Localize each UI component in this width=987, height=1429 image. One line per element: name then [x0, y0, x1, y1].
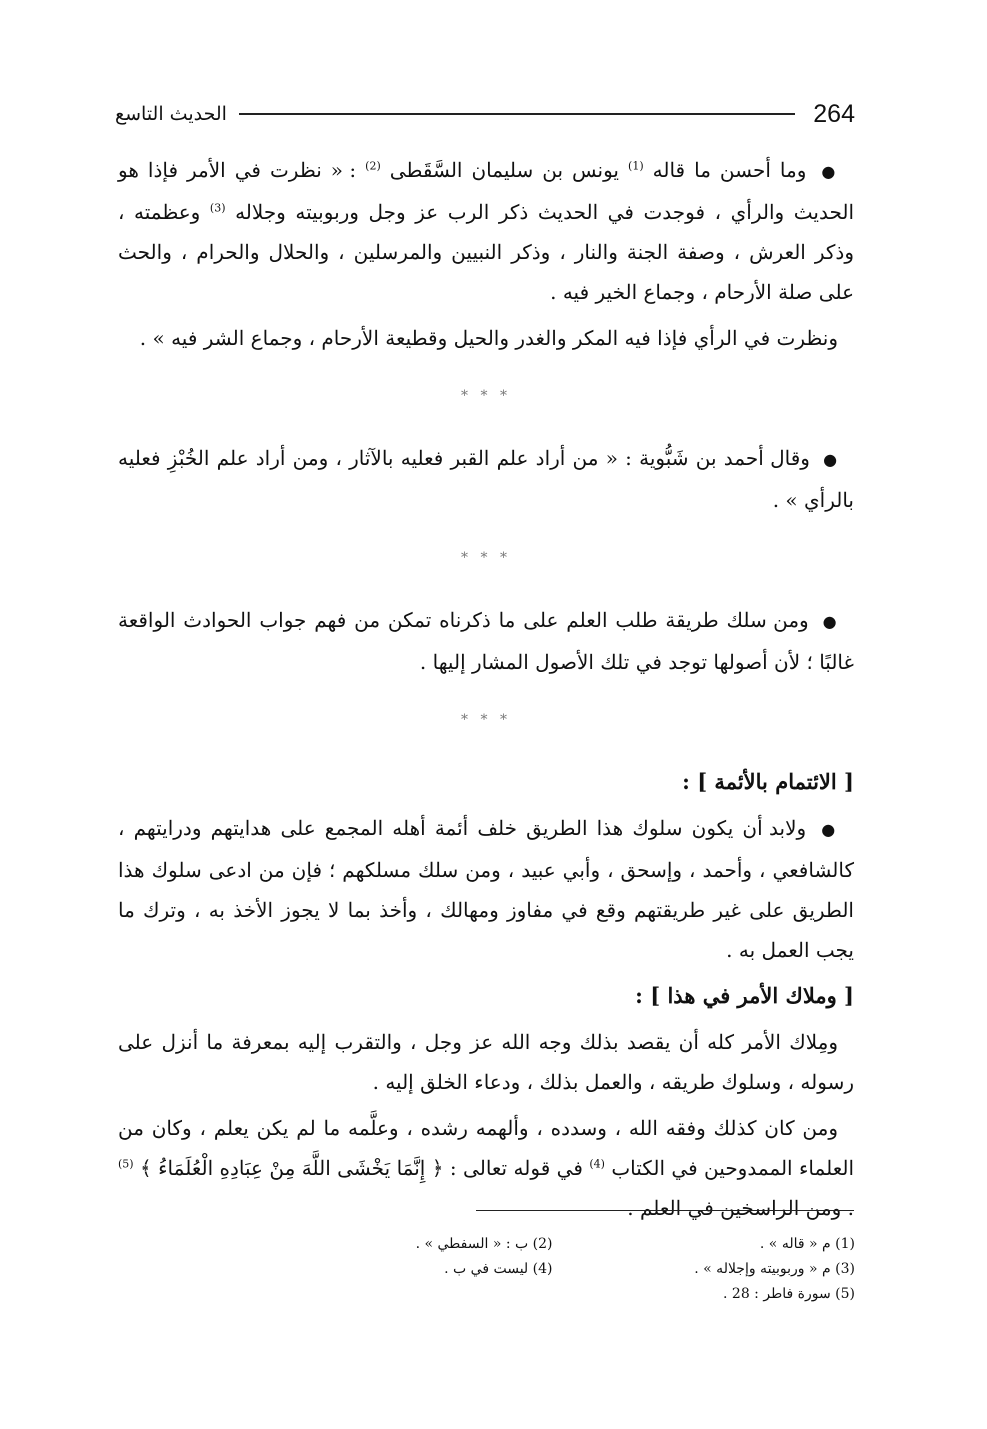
section-separator: * * *	[461, 712, 511, 728]
footnote-4: (4) ليست في ب .	[444, 1261, 553, 1277]
quran-quote: في قوله تعالى : ﴿ إِنَّمَا يَخْشَى اللَّهَ مِنْ عِبَادِهِ الْعُلَمَاءُ ﴾	[140, 1156, 583, 1180]
footnote-ref: (1)	[628, 159, 644, 173]
page-number: 264	[813, 99, 855, 128]
section-heading: [ الائتمام بالأئمة ] :	[682, 769, 854, 794]
bullet-icon: ●	[823, 450, 838, 469]
footnote-5: (5) سورة فاطر : 28 .	[723, 1286, 855, 1302]
text-segment: ولابد أن يكون سلوك هذا الطريق خلف أئمة أهله المجمع على هدايتهم ودرايتهم ، كالشافعي ، وأحمد ، وإسحق ، وأبي عبيد ، ومن سلك مسلكهم ؛ فإن من ادعى سلوك هذا الطريق على غير طريقتهم وقع في مفاوز ومهالك ، وأخذ بما لا يجوز الأخذ به ، وترك ما يجب العمل به .	[118, 816, 854, 962]
paragraph-5	[118, 808, 854, 970]
paragraph-6: ومِلاك الأمر كله أن يقصد بذلك وجه الله عز وجل ، والتقرب إليه بمعرفة ما أنزل على رسوله ، وسلوك طريقه ، والعمل بذلك ، ودعاء الخلق إليه .	[118, 1030, 854, 1094]
text-segment: . ومن الراسخين في العلم .	[627, 1196, 854, 1220]
footnote-row	[250, 1282, 855, 1307]
text-segment: ومن كان كذلك وفقه الله ، وسدده ، وألهمه رشده ، وعلَّمه ما لم يكن يعلم ، وكان من العلماء الممدوحين في الكتاب	[118, 1116, 855, 1180]
header-rule	[239, 113, 795, 115]
text-segment: يونس بن سليمان السَّقَطى	[389, 158, 620, 182]
main-text	[118, 150, 854, 1234]
paragraph-2: ونظرت في الرأي فإذا فيه المكر والغدر والحيل وقطيعة الأرحام ، وجماع الشر فيه » .	[139, 326, 838, 350]
section-separator: * * *	[461, 550, 511, 566]
footnote-2: (2) ب : « السفطي » .	[415, 1236, 553, 1252]
paragraph-1	[118, 150, 854, 312]
text-segment: وما أحسن ما قاله	[652, 158, 807, 182]
page-header	[115, 96, 855, 132]
footnote-3: (3) م « وربوبيته وإجلاله » .	[694, 1261, 855, 1277]
footnote-ref: (3)	[209, 201, 226, 215]
footnote-rule	[476, 1210, 854, 1211]
bullet-icon: ●	[821, 162, 839, 181]
footnote-ref: (2)	[365, 159, 381, 173]
footnote-ref: (4)	[589, 1157, 605, 1171]
bullet-icon: ●	[822, 612, 838, 631]
paragraph-4	[118, 600, 854, 682]
footnotes	[250, 1232, 855, 1307]
section-heading: [ وملاك الأمر في هذا ] :	[635, 983, 854, 1008]
footnote-row	[250, 1257, 855, 1282]
paragraph-3	[118, 438, 854, 520]
text-segment: وقال أحمد بن شَبُّوية : « من أراد علم القبر فعليه بالآثار ، ومن أراد علم الخُبْزِ فعليه بالرأي » .	[118, 446, 854, 512]
text-segment: ومن سلك طريقة طلب العلم على ما ذكرناه تمكن من فهم جواب الحوادث الواقعة غالبًا ؛ لأن أصولها توجد في تلك الأصول المشار إليها .	[118, 608, 854, 674]
footnote-ref: (5)	[118, 1157, 134, 1171]
running-title: الحديث التاسع	[115, 103, 227, 125]
footnote-row	[250, 1232, 855, 1257]
footnote-1: (1) م « قاله » .	[759, 1236, 855, 1252]
text-segment: : « نظرت في الأمر فإذا هو الحديث والرأي ، فوجدت في الحديث ذكر الرب عز وجل وربوبيته وجلاله	[118, 158, 855, 224]
section-separator: * * *	[461, 388, 511, 404]
text-segment: وعظمته ، وذكر العرش ، وصفة الجنة والنار ، وذكر النبيين والمرسلين ، والحلال والحرام ، والحث على صلة الأرحام ، وجماع الخير فيه .	[118, 200, 854, 304]
bullet-icon: ●	[821, 820, 839, 839]
